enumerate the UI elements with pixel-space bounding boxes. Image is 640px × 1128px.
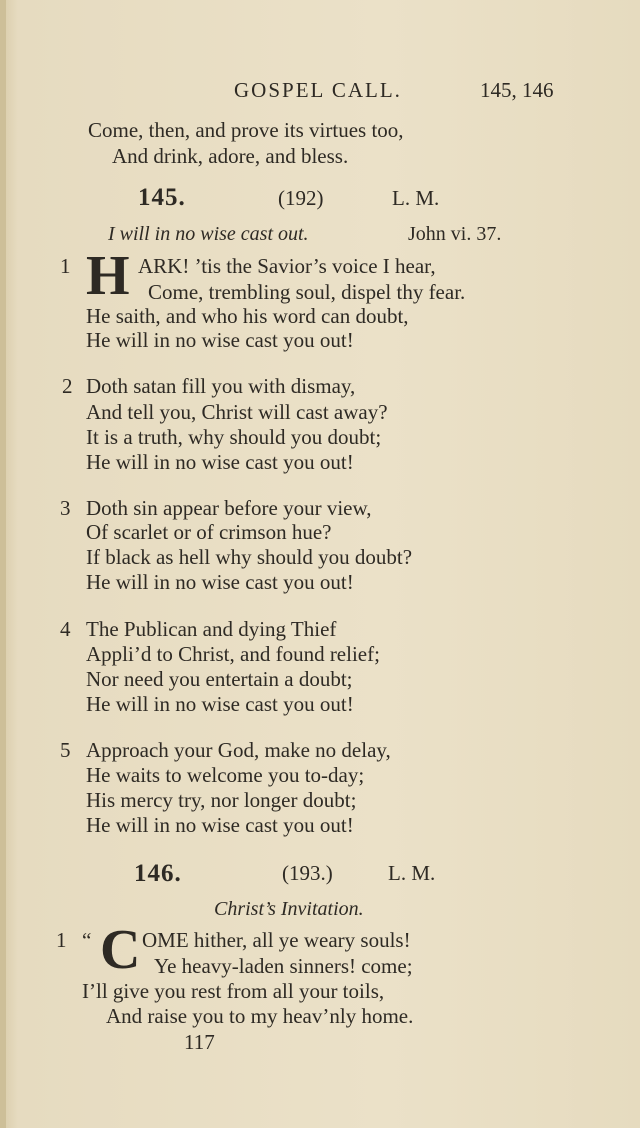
- tune-reference: (193.): [282, 861, 333, 885]
- verse-line: Ye heavy-laden sinners! come;: [154, 954, 413, 978]
- drop-cap: C: [100, 919, 141, 981]
- page-edge: [0, 0, 6, 1128]
- verse-line: He waits to welcome you to-day;: [86, 763, 365, 787]
- verse-line: He will in no wise cast you out!: [86, 328, 354, 352]
- scripture-reference: John vi. 37.: [408, 223, 502, 245]
- meter: L. M.: [388, 861, 436, 885]
- tune-reference: (192): [278, 186, 324, 210]
- hymn-number: 146.: [134, 860, 182, 887]
- verse-line: His mercy try, nor longer doubt;: [86, 788, 357, 812]
- verse-line: Nor need you entertain a doubt;: [86, 667, 353, 691]
- verse-line: He will in no wise cast you out!: [86, 692, 354, 716]
- drop-cap: H: [86, 245, 130, 307]
- verse-line: He will in no wise cast you out!: [86, 570, 354, 594]
- verse-line: Appli’d to Christ, and found relief;: [86, 642, 380, 666]
- stanza-number: 1: [60, 254, 71, 278]
- verse-line: He saith, and who his word can doubt,: [86, 304, 409, 328]
- verse-line: If black as hell why should you doubt?: [86, 545, 413, 569]
- verse-line: And tell you, Christ will cast away?: [86, 400, 388, 424]
- stanza-number: 3: [60, 496, 71, 520]
- verse-line: ARK! ’tis the Savior’s voice I hear,: [138, 254, 436, 278]
- verse-line: And raise you to my heav’nly home.: [106, 1004, 414, 1028]
- meter: L. M.: [392, 186, 440, 210]
- hymn-subtitle: Christ’s Invitation.: [214, 898, 364, 920]
- verse-line: Approach your God, make no delay,: [86, 738, 391, 762]
- verse-line: Doth sin appear before your view,: [86, 496, 372, 520]
- verse-line: I’ll give you rest from all your toils,: [82, 979, 385, 1003]
- verse-line: And drink, adore, and bless.: [112, 144, 349, 168]
- running-header-numbers: 145, 146: [480, 78, 554, 102]
- stanza-number: 4: [60, 617, 71, 641]
- open-quote: “: [82, 928, 92, 952]
- hymn-subtitle: I will in no wise cast out.: [108, 223, 309, 245]
- verse-line: It is a truth, why should you doubt;: [86, 425, 382, 449]
- stanza-number: 5: [60, 738, 71, 762]
- verse-line: He will in no wise cast you out!: [86, 450, 354, 474]
- verse-line: Doth satan fill you with dismay,: [86, 374, 356, 398]
- verse-line: Come, then, and prove its virtues too,: [88, 118, 404, 142]
- verse-line: Of scarlet or of crimson hue?: [86, 520, 332, 544]
- running-header-title: GOSPEL CALL.: [234, 78, 402, 102]
- verse-line: OME hither, all ye weary souls!: [142, 928, 411, 952]
- verse-line: He will in no wise cast you out!: [86, 813, 354, 837]
- verse-line: The Publican and dying Thief: [86, 617, 337, 641]
- stanza-number: 1: [56, 928, 67, 952]
- hymn-number: 145.: [138, 184, 186, 211]
- page-number: 117: [184, 1030, 215, 1054]
- stanza-number: 2: [62, 374, 73, 398]
- verse-line: Come, trembling soul, dispel thy fear.: [148, 280, 466, 304]
